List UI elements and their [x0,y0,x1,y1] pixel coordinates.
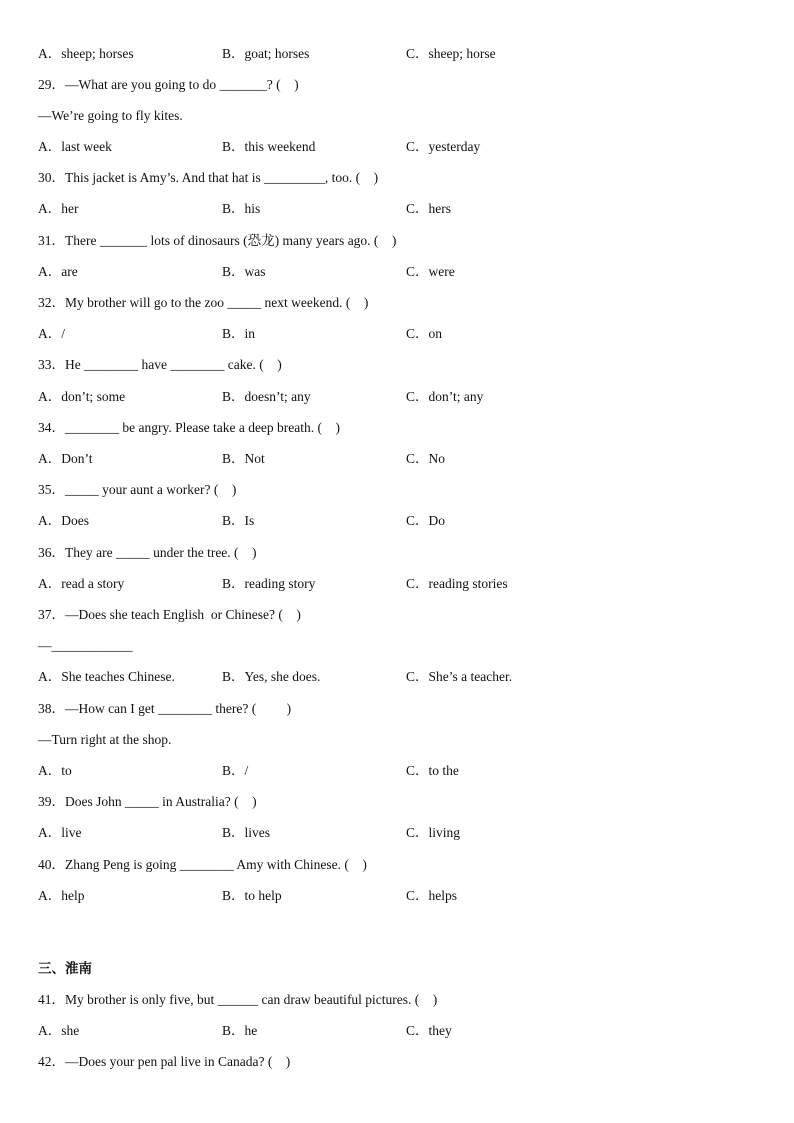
option-b: B．goat; horses [222,46,310,61]
option-a: A．last week [38,139,112,154]
question-text: —Turn right at the shop. [38,732,172,747]
option-b: B．Is [222,513,255,528]
option-b: B．to help [222,888,282,903]
option-c: C．were [406,264,455,279]
option-a: A．her [38,201,79,216]
option-c: C．don’t; any [406,389,484,404]
question-text: 37．—Does she teach English or Chinese? ( ) [38,607,301,622]
option-b: B．was [222,264,266,279]
option-a: A．are [38,264,78,279]
option-a: A．help [38,888,85,903]
option-b: B．he [222,1023,258,1038]
question-text: 42．—Does your pen pal live in Canada? ( ) [38,1054,291,1069]
option-c: C．they [406,1023,452,1038]
option-b: B．this weekend [222,139,316,154]
option-c: C．No [406,451,446,466]
question-text: 29．—What are you going to do _______? ( ) [38,77,299,92]
question-text: —____________ [38,638,133,653]
option-a: A．Does [38,513,89,528]
question-text: 30．This jacket is Amy’s. And that hat is _________, too. ( ) [38,170,379,185]
question-text: 41．My brother is only five, but ______ can draw beautiful pictures. ( ) [38,992,438,1007]
option-c: C．She’s a teacher. [406,669,513,684]
option-b: B．Not [222,451,265,466]
question-text: 32．My brother will go to the zoo _____ next weekend. ( ) [38,295,369,310]
question-text: —We’re going to fly kites. [38,108,183,123]
section-heading: 三、淮南 [38,961,92,977]
question-text: 35．_____ your aunt a worker? ( ) [38,482,237,497]
option-b: B．/ [222,763,249,778]
option-c: C．hers [406,201,451,216]
question-text: 31．There _______ lots of dinosaurs (恐龙) many years ago. ( ) [38,233,397,248]
option-c: C．on [406,326,443,341]
option-a: A．to [38,763,72,778]
option-c: C．reading stories [406,576,508,591]
option-c: C．living [406,825,461,840]
option-a: A．She teaches Chinese. [38,669,175,684]
option-b: B．Yes, she does. [222,669,321,684]
option-b: B．doesn’t; any [222,389,311,404]
option-c: C．Do [406,513,446,528]
option-a: A．don’t; some [38,389,126,404]
option-a: A．Don’t [38,451,93,466]
question-text: 40．Zhang Peng is going ________ Amy with Chinese. ( ) [38,857,367,872]
option-c: C．sheep; horse [406,46,496,61]
option-b: B．reading story [222,576,316,591]
option-c: C．helps [406,888,458,903]
option-c: C．yesterday [406,139,481,154]
option-a: A．read a story [38,576,125,591]
option-a: A．she [38,1023,80,1038]
question-text: 38．—How can I get ________ there? ( ) [38,701,292,716]
question-text: 34．________ be angry. Please take a deep breath. ( ) [38,420,341,435]
question-text: 39．Does John _____ in Australia? ( ) [38,794,257,809]
option-b: B．his [222,201,261,216]
option-b: B．in [222,326,256,341]
question-text: 36．They are _____ under the tree. ( ) [38,545,257,560]
option-a: A．/ [38,326,65,341]
option-c: C．to the [406,763,459,778]
option-a: A．sheep; horses [38,46,134,61]
option-b: B．lives [222,825,271,840]
question-text: 33．He ________ have ________ cake. ( ) [38,357,282,372]
option-a: A．live [38,825,82,840]
